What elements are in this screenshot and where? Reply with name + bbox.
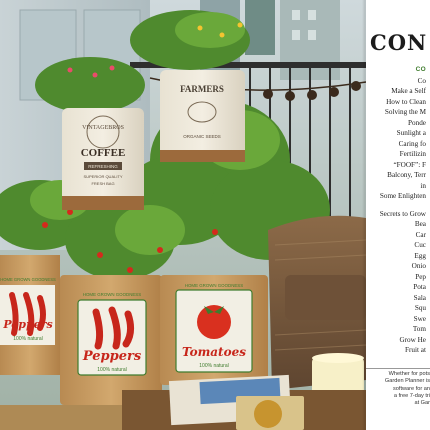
toc-item: “FOOF”: F (393, 160, 426, 169)
farmers-bag-brand: FARMERS (180, 84, 224, 94)
toc-item: Some Enlighten (379, 192, 426, 200)
toc-item: Swe (413, 314, 426, 323)
note-line: at Gar (414, 400, 430, 407)
toc-item: Pep (415, 272, 426, 281)
coffee-bag-line1: REFRESHING (88, 164, 118, 169)
toc-item: Sala (413, 293, 426, 302)
toc-item: Ponde (408, 118, 426, 127)
tomato-bag-title: Tomatoes (182, 345, 246, 359)
toc-item: Make a Self (391, 87, 426, 95)
toc-item: Pota (413, 283, 426, 291)
pepper-bag-left-title: Peppers (3, 318, 53, 331)
toc-item: Egg (414, 251, 426, 260)
tomato-bag (160, 275, 268, 385)
toc-item: Fruit at (405, 346, 426, 354)
toc-item: Tom (412, 325, 426, 333)
coffee-bag-line2: SUPERIOR QUALITY (83, 174, 123, 179)
toc-item: Car (415, 230, 426, 239)
toc-item: How to Clean (386, 97, 426, 106)
toc-item: Balcony, Terr (387, 171, 426, 179)
toc-item: Sunlight a (396, 129, 426, 137)
contents-page (366, 0, 430, 430)
tomato-bag-brand: HOME GROWN GOODNESS (184, 283, 244, 288)
toc-item: Onio (411, 262, 426, 270)
toc-item: Bea (414, 220, 426, 228)
pepper-bag-center-title: Peppers (82, 349, 142, 364)
pepper-bag-left-brand: HOME GROWN GOODNESS (0, 277, 56, 282)
pepper-bag-center-brand: HOME GROWN GOODNESS (82, 292, 142, 297)
coffee-bag-line3: FRESH BAG (91, 181, 115, 186)
toc-item: in (420, 181, 426, 190)
toc-section-label: CO (415, 66, 426, 73)
toc-item: Caring fo (398, 139, 426, 148)
note-line: Whether for pots (388, 371, 430, 377)
tomato-bag-line1: 100% natural (199, 363, 229, 369)
toc-item: Cuc (414, 241, 426, 249)
pepper-bag-center (60, 275, 162, 405)
pepper-bag-left (0, 255, 60, 375)
coffee-bag-title: COFFEE (80, 147, 126, 159)
note-line: software for an (393, 385, 430, 392)
toc-item: Solving the M (384, 108, 426, 116)
pepper-bag-left-line1: 100% natural (13, 336, 43, 342)
toc-item: Co (417, 76, 426, 85)
page-title: CON (370, 30, 428, 55)
table-of-contents (380, 65, 426, 356)
toc-item: Secrets to Grow (379, 209, 426, 218)
toc-item: Fertilizin (399, 150, 426, 158)
farmers-bag (160, 70, 245, 162)
sidebar-note (366, 368, 430, 407)
toc-item: Grow He (399, 335, 426, 344)
pepper-bag-center-line1: 100% natural (97, 367, 127, 373)
note-line: a free 7-day tri (393, 392, 430, 399)
note-line: Garden Planner is (384, 378, 430, 385)
farmers-bag-subtitle: ORGANIC SEEDS (183, 134, 221, 139)
toc-item: Squ (414, 304, 426, 312)
coffee-bag (62, 108, 144, 210)
coffee-bag-brand: VINTAGEBROS (82, 125, 124, 131)
